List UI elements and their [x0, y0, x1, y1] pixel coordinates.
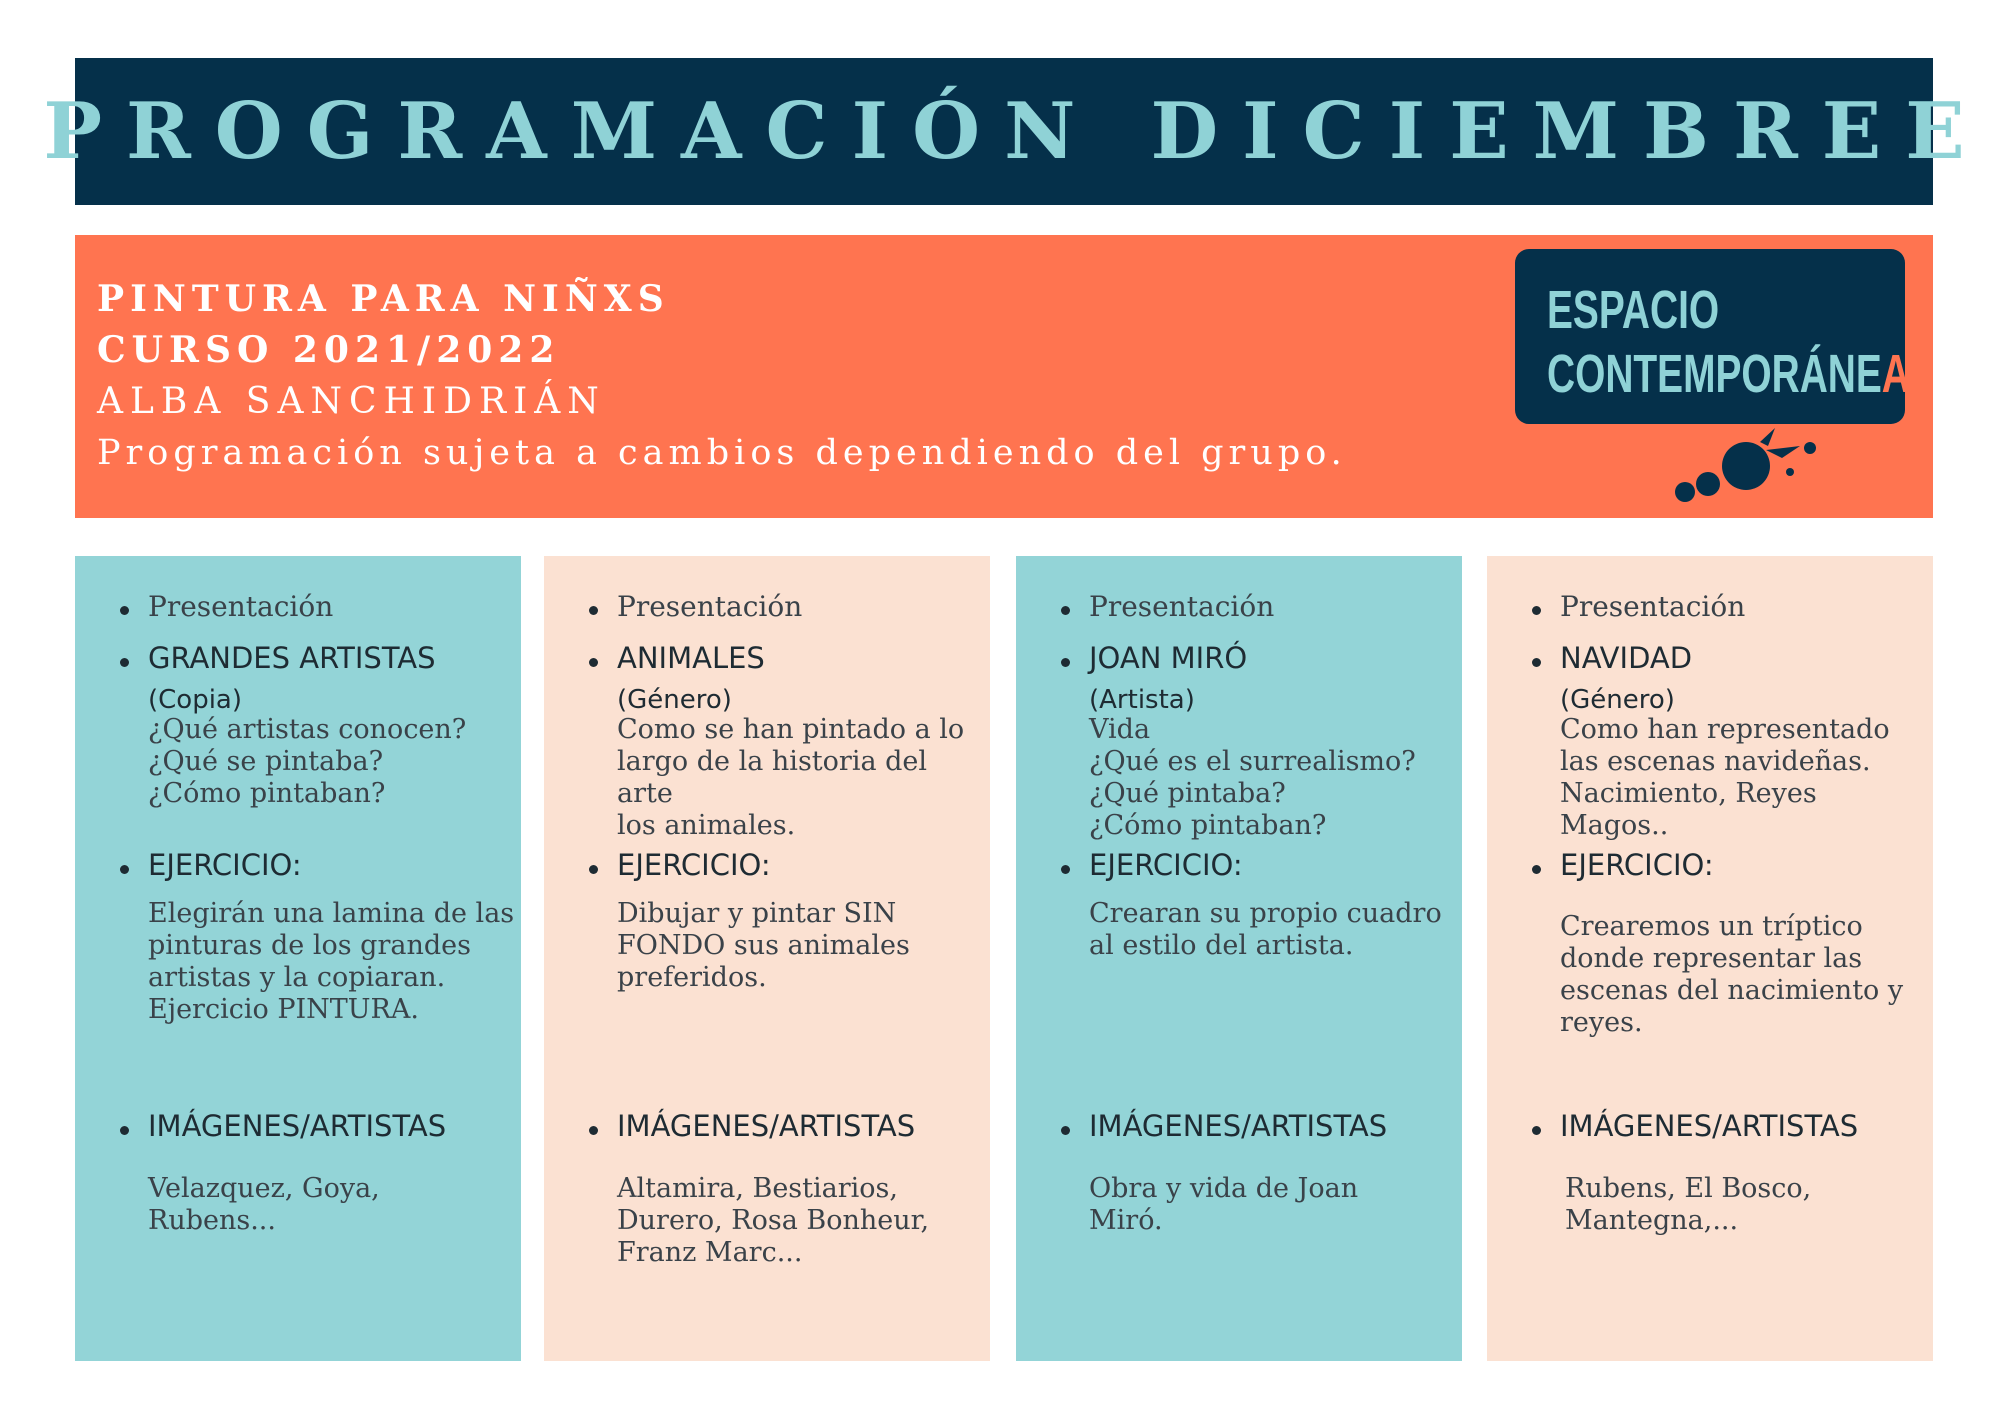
topic-description: Como se han pintado a lo largo de la historia del arte los animales.: [617, 714, 965, 841]
teacher-name: ALBA SANCHIDRIÁN: [97, 381, 606, 422]
topic-tag: (Género): [1560, 685, 1675, 715]
bullet-topic: [589, 658, 598, 667]
bullet-exercise: [1532, 865, 1541, 874]
topic-description: Como han representado las escenas navideñas. Nacimiento, Reyes Magos..: [1560, 714, 1890, 841]
column-animales: [544, 556, 990, 1361]
intro-label: Presentación: [1089, 590, 1275, 623]
topic-tag: (Copia): [148, 685, 243, 715]
bullet-images: [120, 1126, 129, 1135]
images-description: Altamira, Bestiarios, Durero, Rosa Bonheur, Franz Marc...: [617, 1173, 930, 1268]
images-label: IMÁGENES/ARTISTAS: [1560, 1109, 1859, 1143]
topic-title: ANIMALES: [617, 641, 765, 675]
column-joan-miro: [1016, 556, 1462, 1361]
logo-line-1: ESPACIO: [1547, 280, 1720, 340]
exercise-label: EJERCICIO:: [148, 848, 302, 882]
column-navidad: [1487, 556, 1933, 1361]
images-description: Obra y vida de Joan Miró.: [1089, 1173, 1359, 1236]
topic-tag: (Género): [617, 685, 732, 715]
intro-label: Presentación: [1560, 590, 1746, 623]
topic-title: JOAN MIRÓ: [1089, 641, 1248, 675]
page-title: PROGRAMACIÓN DICIEMBREE: [43, 86, 1989, 177]
exercise-description: Crearan su propio cuadro al estilo del artista.: [1089, 898, 1442, 961]
images-label: IMÁGENES/ARTISTAS: [617, 1109, 916, 1143]
images-label: IMÁGENES/ARTISTAS: [1089, 1109, 1388, 1143]
logo-line-2: [1547, 343, 1910, 405]
bullet-exercise: [1061, 865, 1070, 874]
images-description: Velazquez, Goya, Rubens...: [148, 1173, 380, 1236]
course-name: PINTURA PARA NIÑXS: [97, 278, 670, 320]
exercise-label: EJERCICIO:: [1560, 848, 1714, 882]
schedule-note: Programación sujeta a cambios dependiendo del grupo.: [97, 433, 1347, 473]
bullet-intro: [120, 606, 129, 615]
topic-title: GRANDES ARTISTAS: [148, 641, 436, 675]
bullet-topic: [1061, 658, 1070, 667]
intro-label: Presentación: [148, 590, 334, 623]
bullet-intro: [1061, 606, 1070, 615]
bullet-intro: [1532, 606, 1541, 615]
exercise-description: Crearemos un tríptico donde representar las escenas del nacimiento y reyes.: [1560, 911, 1904, 1038]
bullet-images: [1061, 1126, 1070, 1135]
bullet-intro: [589, 606, 598, 615]
topic-tag: (Artista): [1089, 685, 1195, 715]
bullet-topic: [120, 658, 129, 667]
topic-title: NAVIDAD: [1560, 641, 1693, 675]
bullet-images: [589, 1126, 598, 1135]
images-description: Rubens, El Bosco, Mantegna,...: [1565, 1173, 1812, 1236]
bullet-images: [1532, 1126, 1541, 1135]
bullet-exercise: [589, 865, 598, 874]
topic-description: ¿Qué artistas conocen? ¿Qué se pintaba? ¿Cómo pintaban?: [148, 714, 467, 809]
title-banner: [43, 58, 1989, 205]
exercise-label: EJERCICIO:: [617, 848, 771, 882]
exercise-description: Elegirán una lamina de las pinturas de los grandes artistas y la copiaran. Ejercicio PINTURA.: [148, 898, 515, 1025]
ink-splat-icon: [1650, 420, 1890, 510]
logo-line-2-main: CONTEMPORÁNE: [1547, 344, 1882, 404]
images-label: IMÁGENES/ARTISTAS: [148, 1109, 447, 1143]
exercise-description: Dibujar y pintar SIN FONDO sus animales preferidos.: [617, 898, 910, 993]
column-grandes-artistas: [75, 556, 521, 1361]
intro-label: Presentación: [617, 590, 803, 623]
logo-line-2-accent: A: [1881, 344, 1910, 404]
espacio-contemporanea-logo: [1515, 249, 1910, 424]
course-year: CURSO 2021/2022: [97, 329, 561, 371]
exercise-label: EJERCICIO:: [1089, 848, 1243, 882]
bullet-exercise: [120, 865, 129, 874]
bullet-topic: [1532, 658, 1541, 667]
topic-description: Vida ¿Qué es el surrealismo? ¿Qué pintaba? ¿Cómo pintaban?: [1089, 714, 1416, 841]
